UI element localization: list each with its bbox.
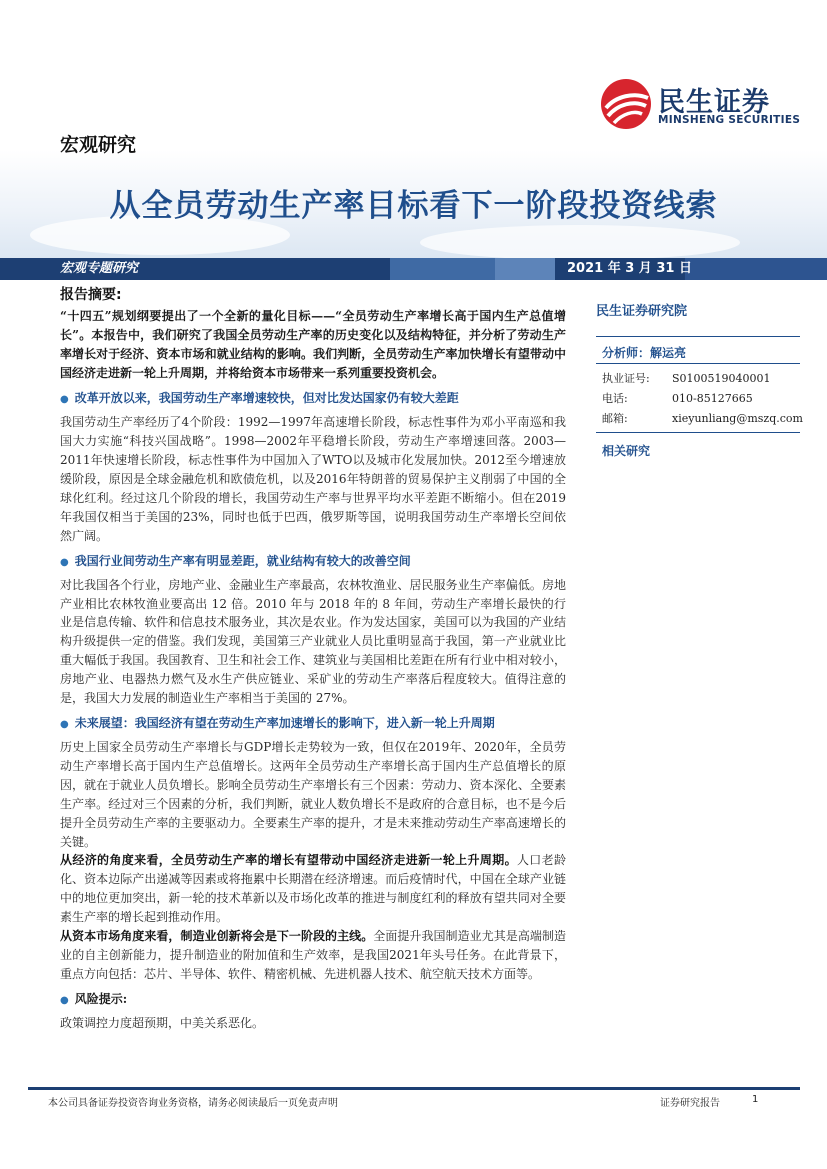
section-bullet xyxy=(60,714,566,734)
abstract-text: “十四五”规划纲要提出了一个全新的量化目标——“全员劳动生产率增长高于国内生产总值增长”。本报告中，我们研究了我国全员劳动生产率的历史变化以及结构特征，并分析了劳动生产率增长对于经济、资本市场和就业结构的影响。我们判断，全员劳动生产率加快增长有望带动中国经济走进新一轮上升周期，并将给资本市场带来一系列重要投资机会。 xyxy=(60,308,566,381)
economy-paragraph xyxy=(60,851,566,927)
report-date: 2021 年 3 月 31 日 xyxy=(567,261,692,276)
research-institute: 民生证券研究院 xyxy=(596,304,688,319)
paragraph-body: 人口老龄化、资本边际产出递减等因素或将拖累中长期潜在经济增速。而后疫情时代，中国在全球产业链中的地位更加突出，新一轮的技术革新以及市场化改革的推进与制度红利的释放有望共同对全要素生产率的增长起到推动作用。 xyxy=(60,853,566,925)
cloud-decoration xyxy=(420,225,740,260)
bullet-icon: ● xyxy=(60,556,69,568)
info-bar-segment xyxy=(685,258,827,280)
phone-row xyxy=(602,390,753,406)
section-text: 历史上国家全员劳动生产率增长与GDP增长走势较为一致，但仅在2019年、2020年，全员劳动生产率增长高于国内生产总值增长。这两年全员劳动生产率增长高于国内生产总值增长的原因，就在于就业人员负增长。影响全员劳动生产率增长有三个因素：劳动力、资本深化、全要素生产率。经过对三个因素的分析，我们判断，就业人数负增长不是政府的合意目标，也不是今后提升全员劳动生产率的主要驱动力。全要素生产率的提升，才是未来推动劳动生产率高速增长的关键。 xyxy=(60,740,566,849)
footer-disclaimer: 本公司具备证券投资咨询业务资格，请务必阅读最后一页免责声明 xyxy=(48,1098,338,1109)
row-key: 邮箱: xyxy=(602,412,628,425)
report-category: 宏观研究 xyxy=(60,134,137,156)
email-row xyxy=(602,410,803,426)
paragraph-body: 全面提升我国制造业尤其是高端制造业的自主创新能力，提升制造业的附加值和生产效率，是我国2021年头号任务。在此背景下，重点方向包括：芯片、半导体、软件、精密机械、先进机器人技术、航空航天技术方面等。 xyxy=(60,929,566,981)
bullet-icon: ● xyxy=(60,719,69,730)
section-bullet xyxy=(60,389,566,409)
section-heading: 未来展望：我国经济有望在劳动生产率加速增长的影响下，进入新一轮上升周期 xyxy=(74,716,495,730)
row-key: 电话: xyxy=(602,392,628,405)
report-type: 宏观专题研究 xyxy=(60,261,139,276)
section-text: 对比我国各个行业，房地产业、金融业生产率最高，农林牧渔业、居民服务业生产率偏低。房地产业相比农林牧渔业要高出 12 倍。2010 年与 2018 年的 8 年间，劳动生产率增长最快的行业是信息传输、软件和信息技术服务业，其次是农业。作为发达国家，美国可以为我国的产业结构升级提供一定的借鉴。我们发现，美国第三产业就业人员比重明显高于我国，第一产业就业比重大幅低于我国。我国教育、卫生和社会工作、建筑业与美国相比差距在所有行业中相对较小，房地产业、电器热力燃气及水生产供应链业、采矿业的劳动生产率落后程度较大。值得注意的是，我国大力发展的制造业生产率相当于美国的 27%。 xyxy=(60,577,566,706)
email-link[interactable]: xieyunliang@mszq.com xyxy=(672,412,803,425)
section-bullet xyxy=(60,552,566,572)
bullet-icon: ● xyxy=(60,994,69,1006)
minsheng-logo-icon xyxy=(600,78,652,130)
risk-text: 政策调控力度超预期，中美关系恶化。 xyxy=(60,1015,265,1030)
footer-divider xyxy=(28,1087,800,1090)
capital-market-paragraph xyxy=(60,927,566,984)
section-text: 我国劳动生产率经历了4个阶段：1992—1997年高速增长阶段，标志性事件为邓小平南巡和我国大力实施“科技兴国战略”。1998—2002年平稳增长阶段，劳动生产率增速回落。2003—2011年快速增长阶段，标志性事件为中国加入了WTO以及城市化发展加快。2012至今增速放缓阶段，原因是全球金融危机和欧债危机，以及2016年特朗普的贸易保护主义削弱了中国的全球化红利。经过这几个阶段的增长，我国劳动生产率与世界平均水平差距不断缩小。但在2019年我国仅相当于美国的23%，同时也低于巴西，俄罗斯等国，说明我国劳动生产率增长空间依然广阔。 xyxy=(60,415,566,543)
footer-doc-type: 证券研究报告 xyxy=(660,1098,720,1109)
brand-logo xyxy=(600,78,800,130)
analyst-name: 分析师：解运亮 xyxy=(602,346,687,360)
brand-name-cn: 民生证券 xyxy=(658,87,770,118)
paragraph-lead: 从经济的角度来看，全员劳动生产率的增长有望带动中国经济走进新一轮上升周期。 xyxy=(60,853,517,868)
page-number: 1 xyxy=(752,1094,759,1105)
paragraph-lead: 从资本市场角度来看，制造业创新将会是下一阶段的主线。 xyxy=(60,929,374,944)
row-key: 执业证号: xyxy=(602,372,650,385)
report-title: 从全员劳动生产率目标看下一阶段投资线索 xyxy=(109,188,718,224)
license-row xyxy=(602,370,771,386)
sidebar-divider xyxy=(596,432,800,433)
brand-name-en: MINSHENG SECURITIES xyxy=(658,114,801,126)
row-value: 010-85127665 xyxy=(672,392,753,405)
info-bar-segment xyxy=(390,258,495,280)
bullet-icon: ● xyxy=(60,394,69,406)
risk-heading: 风险提示: xyxy=(74,991,128,1006)
abstract-heading: 报告摘要: xyxy=(60,287,122,303)
row-value: S0100519040001 xyxy=(672,372,771,385)
sidebar-divider xyxy=(596,336,800,337)
info-bar-segment xyxy=(495,258,555,280)
section-heading: 我国行业间劳动生产率有明显差距，就业结构有较大的改善空间 xyxy=(74,553,411,568)
related-research-heading: 相关研究 xyxy=(602,444,651,458)
sidebar-divider xyxy=(596,363,800,364)
main-column xyxy=(60,286,566,1033)
risk-bullet xyxy=(60,990,566,1010)
section-heading: 改革开放以来，我国劳动生产率增速较快，但对比发达国家仍有较大差距 xyxy=(74,391,459,406)
